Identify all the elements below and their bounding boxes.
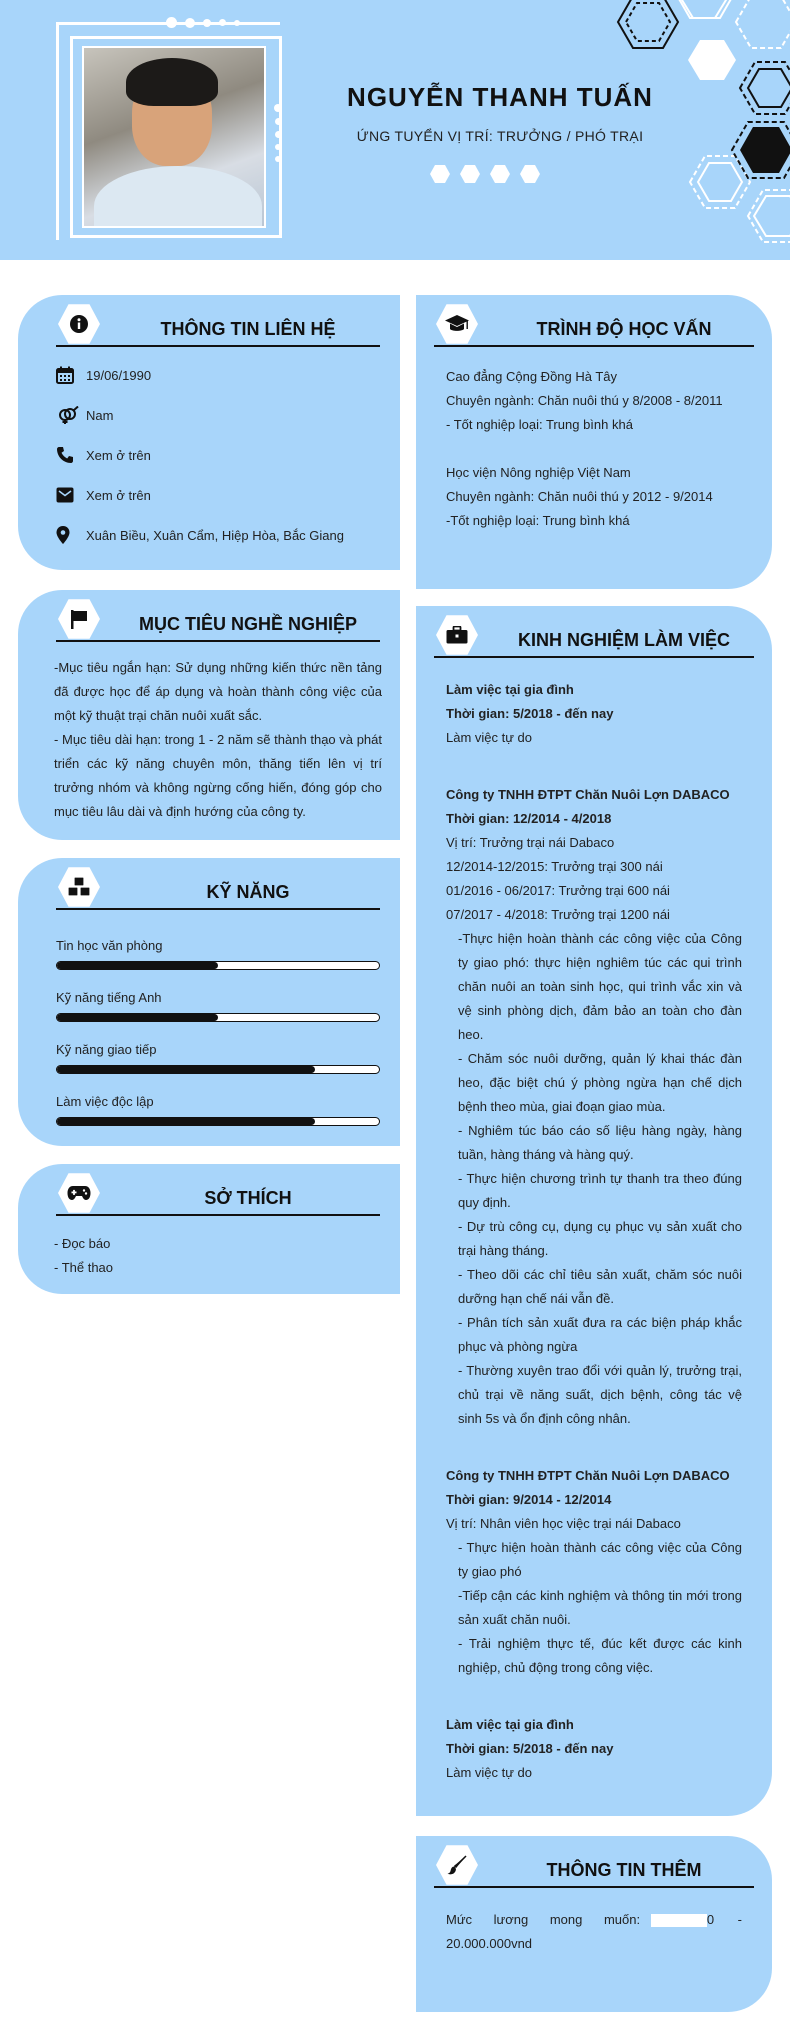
job-detail: Vị trí: Nhân viên học việc trại nái Dabaco [446,1516,681,1531]
contact-birthday [56,355,380,395]
contact-list [56,355,380,555]
applied-position: ỨNG TUYỂN VỊ TRÍ: TRƯỞNG / PHÓ TRẠI [356,128,644,144]
profile-photo [82,46,266,228]
experience-title: KINH NGHIỆM LÀM VIỆC [517,630,730,650]
job-duty: -Tiếp cận các kinh nghiệm và thông tin mới trong sản xuất chăn nuôi. [458,1588,742,1627]
contact-section [18,295,400,570]
education-entry [446,461,742,533]
contact-email [56,475,380,515]
education-list [446,365,742,533]
objective-header [56,610,380,642]
graduation-grade: -Tốt nghiệp loại: Trung bình khá [446,513,630,528]
hobbies-header [56,1184,380,1216]
hobbies-section [18,1164,400,1294]
skill-fill [57,1066,315,1073]
education-title: TRÌNH ĐỘ HỌC VẤN [536,319,712,339]
job-duty: - Thực hiện chương trình tự thanh tra theo đúng quy định. [458,1171,742,1210]
phone-icon [56,446,86,464]
experience-list [446,678,742,1785]
job-duty: - Phân tích sản xuất đưa ra các biện pháp khắc phục và phòng ngừa [458,1315,742,1354]
job-time: Thời gian: 5/2018 - đến nay [446,706,614,721]
skills-header [56,878,380,910]
job-duty: - Dự trù công cụ, dụng cụ phục vụ sản xuất cho trại hàng tháng. [458,1219,742,1258]
experience-header [434,626,754,658]
skill-fill [57,1014,218,1021]
skill-fill [57,1118,315,1125]
gender-text: Nam [86,407,114,423]
contact-address [56,515,380,555]
objective-body [54,656,382,824]
short-term-goal: -Mục tiêu ngắn hạn: Sử dụng những kiến thức nền tảng đã được học để áp dụng và hoàn thành công việc của một kỹ thuật trại chăn nuôi xuất sắc. [54,660,382,723]
salary-range: 20.000.000vnd [446,1936,533,1951]
skills-section [18,858,400,1146]
birthday-text: 19/06/1990 [86,367,152,383]
contact-header [56,315,380,347]
phone-text: Xem ở trên [86,447,151,463]
skill-name: Kỹ năng tiếng Anh [56,990,162,1005]
major: Chuyên ngành: Chăn nuôi thú y 2012 - 9/2014 [446,489,713,504]
job-description: Làm việc tự do [446,1765,533,1780]
job-time: Thời gian: 12/2014 - 4/2018 [446,811,612,826]
salary-label: Mức lương mong muốn: [446,1912,641,1927]
job-duty: -Thực hiện hoàn thành các công việc của Công ty giao phó: thực hiện nghiêm túc các qui trình chăn nuôi an toàn sinh học, qui trình vắc xin và vệ sinh phòng dịch, đảm bảo an toàn cho đàn heo. [458,931,742,1042]
experience-section [416,606,772,1816]
decorative-dots-top [166,17,240,28]
job-company: Làm việc tại gia đình [446,1717,574,1732]
education-header [434,315,754,347]
extra-info-header [434,1856,754,1888]
skill-item [56,938,380,970]
education-section [416,295,772,589]
long-term-goal: - Mục tiêu dài hạn: trong 1 - 2 năm sẽ thành thạo và phát triển các kỹ năng chuyên môn, thăng tiến lên vị trí trưởng nhóm và không ngừng cống hiến, đóng góp cho mục tiêu lâu dài và định hướng của công ty. [54,732,382,819]
gender-icon [56,406,86,424]
skill-bar [56,1013,380,1022]
hobbies-title: SỞ THÍCH [204,1188,292,1208]
hexagon-pattern-icon [590,0,790,250]
extra-info-title: THÔNG TIN THÊM [546,1860,702,1880]
school-name: Cao đẳng Cộng Đồng Hà Tây [446,369,618,384]
objective-section [18,590,400,840]
job-duty: - Thực hiện hoàn thành các công việc của Công ty giao phó [458,1540,742,1579]
job-description: Làm việc tự do [446,730,533,745]
skill-fill [57,962,218,969]
header-banner [0,0,790,260]
email-icon [56,487,86,503]
job-duty: - Thường xuyên trao đổi với quản lý, trưởng trại, chủ trại về năng suất, dịch bệnh, công tác vệ sinh 5s và ổn định công nhân. [458,1363,742,1426]
redacted-box [651,1914,707,1927]
contact-phone [56,435,380,475]
job-detail: Vị trí: Trưởng trại nái Dabaco [446,835,615,850]
job-detail: 01/2016 - 06/2017: Trưởng trại 600 nái [446,883,670,898]
skill-bar [56,1117,380,1126]
job-detail: 07/2017 - 4/2018: Trưởng trại 1200 nái [446,907,670,922]
contact-title: THÔNG TIN LIÊN HỆ [160,319,336,339]
location-icon [56,526,86,544]
job-company: Công ty TNHH ĐTPT Chăn Nuôi Lợn DABACO [446,787,730,802]
salary-line [446,1908,742,1932]
graduation-grade: - Tốt nghiệp loại: Trung bình khá [446,417,633,432]
skill-bar [56,961,380,970]
job-time: Thời gian: 9/2014 - 12/2014 [446,1492,612,1507]
skill-item [56,1042,380,1074]
skill-name: Làm việc độc lập [56,1094,154,1109]
skills-title: KỸ NĂNG [206,882,290,902]
hobby-item: - Đọc báo [54,1236,111,1251]
job-entry [446,678,742,750]
skills-list [56,938,380,1146]
salary-from [651,1908,742,1932]
email-text: Xem ở trên [86,487,151,503]
job-company: Công ty TNHH ĐTPT Chăn Nuôi Lợn DABACO [446,1468,730,1483]
hobbies-list [54,1232,380,1280]
job-duty: - Chăm sóc nuôi dưỡng, quản lý khai thác đàn heo, đặc biệt chú ý phòng ngừa hạn chế dịch bệnh theo mùa, giai đoạn giao mùa. [458,1051,742,1114]
education-entry [446,365,742,437]
extra-info-section [416,1836,772,2012]
salary-suffix: 0 - [706,1912,742,1927]
job-company: Làm việc tại gia đình [446,682,574,697]
skill-bar [56,1065,380,1074]
job-entry [446,783,742,1431]
job-entry [446,1464,742,1680]
job-detail: 12/2014-12/2015: Trưởng trại 300 nái [446,859,663,874]
decorative-dots-side [274,104,282,162]
job-duty: - Nghiêm túc báo cáo số liệu hàng ngày, hàng tuần, hàng tháng và hàng quý. [458,1123,742,1162]
contact-gender [56,395,380,435]
job-time: Thời gian: 5/2018 - đến nay [446,1741,614,1756]
school-name: Học viện Nông nghiệp Việt Nam [446,465,631,480]
skill-item [56,1094,380,1126]
skill-name: Tin học văn phòng [56,938,163,953]
extra-info-body [446,1908,742,1956]
job-duty: - Theo dõi các chỉ tiêu sản xuất, chăm sóc nuôi dưỡng hạn chế nái vẫn đề. [458,1267,742,1306]
hobby-item: - Thể thao [54,1260,114,1275]
major: Chuyên ngành: Chăn nuôi thú y 8/2008 - 8/2011 [446,393,723,408]
decorative-hex-row [430,164,540,184]
address-text: Xuân Biều, Xuân Cẩm, Hiệp Hòa, Bắc Giang [86,527,344,543]
calendar-icon [56,366,86,384]
objective-title: MỤC TIÊU NGHỀ NGHIỆP [138,614,357,634]
skill-item [56,990,380,1022]
job-duty: - Trải nghiệm thực tế, đúc kết được các kinh nghiệp, chủ động trong công việc. [458,1636,742,1675]
job-entry [446,1713,742,1785]
skill-name: Kỹ năng giao tiếp [56,1042,157,1057]
candidate-name: NGUYỄN THANH TUẤN [347,82,653,112]
